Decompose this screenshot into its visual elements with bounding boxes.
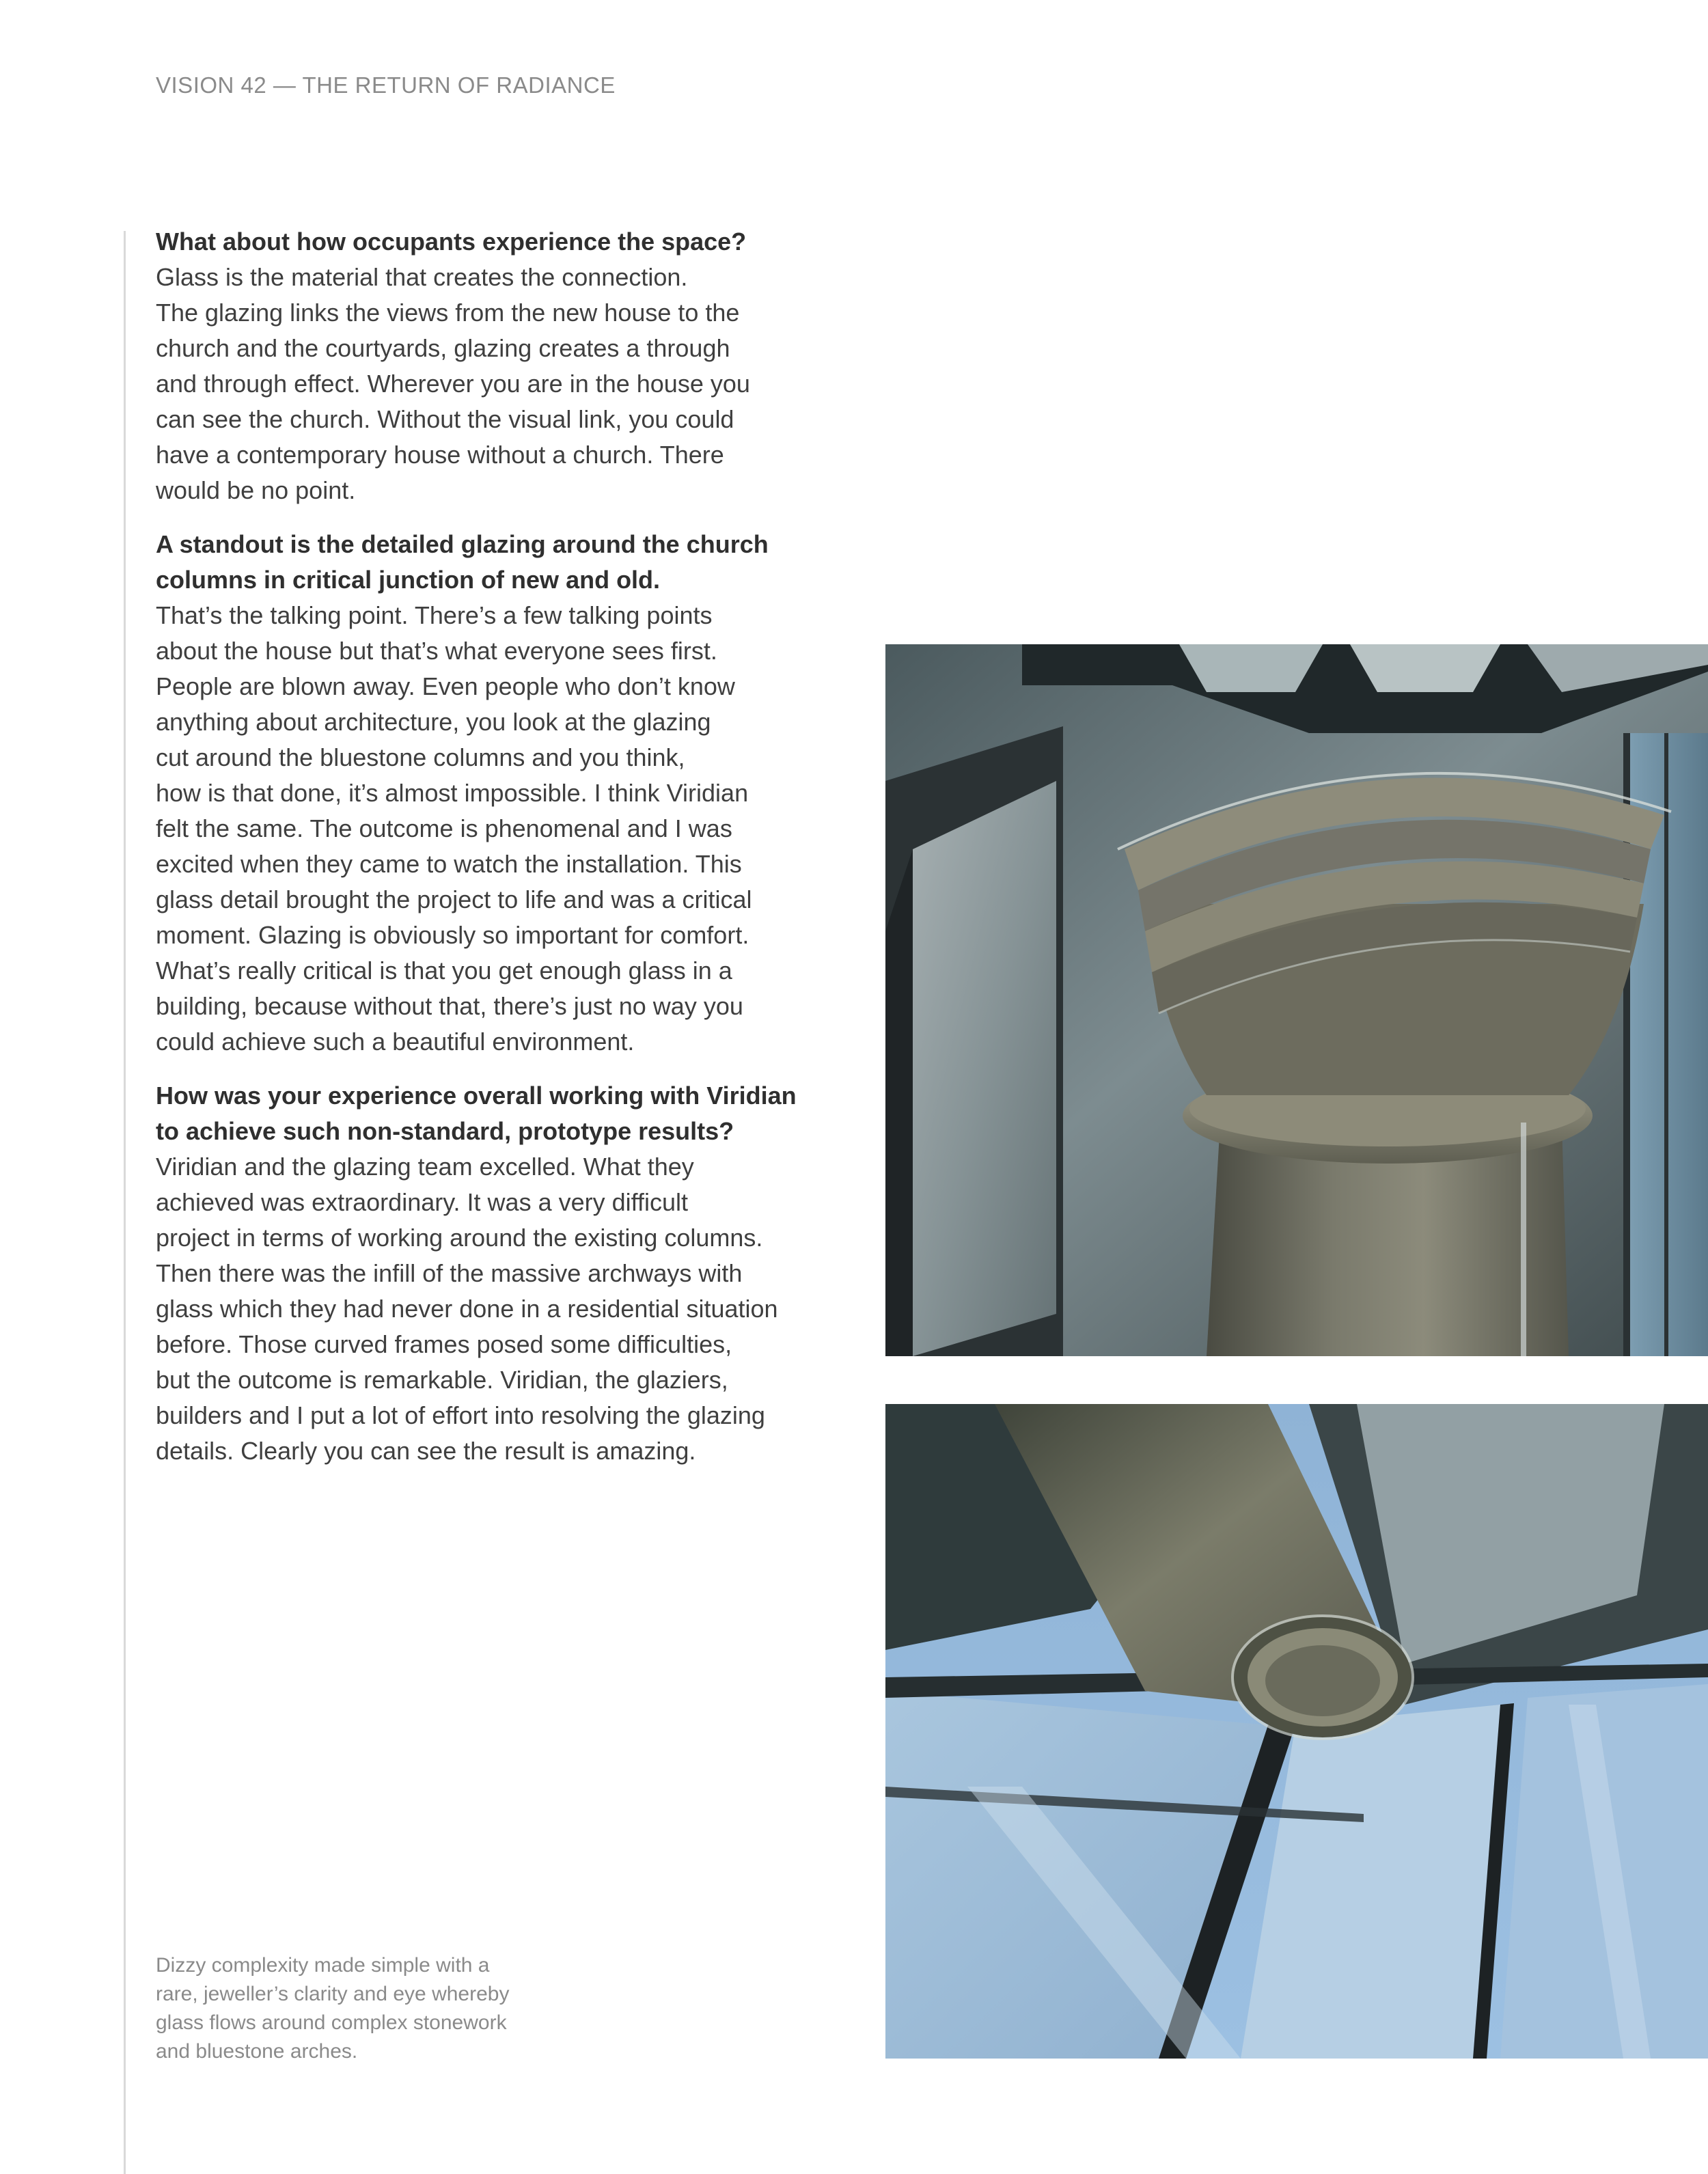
- question-line: to achieve such non-standard, prototype results?: [156, 1117, 734, 1145]
- answer-line: building, because without that, there’s just no way you: [156, 992, 743, 1020]
- answer-line: That’s the talking point. There’s a few talking points: [156, 601, 713, 629]
- question-line: How was your experience overall working with Viridian: [156, 1082, 797, 1110]
- qa-section-2: [156, 527, 832, 1060]
- answer-line: Glass is the material that creates the connection.: [156, 263, 688, 291]
- running-head: VISION 42 — THE RETURN OF RADIANCE: [156, 72, 616, 98]
- margin-rule: [124, 231, 126, 2174]
- caption-line: rare, jeweller’s clarity and eye whereby: [156, 1983, 510, 2005]
- answer-line: felt the same. The outcome is phenomenal and I was: [156, 814, 732, 842]
- answer-line: People are blown away. Even people who don’t know: [156, 672, 735, 700]
- question-line: What about how occupants experience the space?: [156, 228, 747, 256]
- caption-line: and bluestone arches.: [156, 2040, 358, 2063]
- column-base-photo: [885, 1404, 1708, 2059]
- caption-line: glass flows around complex stonework: [156, 2011, 507, 2034]
- answer-line: glass detail brought the project to life and was a critical: [156, 885, 752, 913]
- answer-line: Then there was the infill of the massive archways with: [156, 1259, 743, 1287]
- answer-line: details. Clearly you can see the result is amazing.: [156, 1437, 696, 1465]
- answer-line: have a contemporary house without a church. There: [156, 441, 724, 469]
- qa-section-3: [156, 1078, 832, 1469]
- caption-line: Dizzy complexity made simple with a: [156, 1954, 490, 1977]
- article-body: [156, 224, 832, 1487]
- answer-line: Viridian and the glazing team excelled. What they: [156, 1153, 694, 1181]
- answer-line: would be no point.: [156, 476, 356, 504]
- answer-line: moment. Glazing is obviously so important for comfort.: [156, 921, 749, 949]
- answer-line: builders and I put a lot of effort into resolving the glazing: [156, 1401, 765, 1429]
- column-capital-photo: [885, 644, 1708, 1356]
- photo-caption: [156, 1951, 593, 2066]
- question-line: columns in critical junction of new and old.: [156, 566, 661, 594]
- column-base-illustration: [885, 1404, 1708, 2059]
- answer-line: The glazing links the views from the new house to the: [156, 299, 740, 327]
- answer-line: how is that done, it’s almost impossible. I think Viridian: [156, 779, 749, 807]
- answer-line: glass which they had never done in a residential situation: [156, 1295, 778, 1323]
- answer-line: cut around the bluestone columns and you think,: [156, 743, 685, 771]
- answer-line: anything about architecture, you look at the glazing: [156, 708, 711, 736]
- qa-section-1: [156, 224, 832, 508]
- question-line: A standout is the detailed glazing around the church: [156, 530, 769, 558]
- answer-line: What’s really critical is that you get enough glass in a: [156, 957, 732, 985]
- column-capital-illustration: [885, 644, 1708, 1356]
- answer-line: about the house but that’s what everyone sees first.: [156, 637, 717, 665]
- answer-line: could achieve such a beautiful environment.: [156, 1028, 635, 1056]
- answer-line: and through effect. Wherever you are in the house you: [156, 370, 750, 398]
- answer-line: can see the church. Without the visual link, you could: [156, 405, 734, 433]
- answer-line: before. Those curved frames posed some difficulties,: [156, 1330, 732, 1358]
- answer-line: project in terms of working around the existing columns.: [156, 1224, 763, 1252]
- answer-line: achieved was extraordinary. It was a very difficult: [156, 1188, 689, 1216]
- answer-line: excited when they came to watch the installation. This: [156, 850, 742, 878]
- answer-line: church and the courtyards, glazing creates a through: [156, 334, 730, 362]
- answer-line: but the outcome is remarkable. Viridian, the glaziers,: [156, 1366, 728, 1394]
